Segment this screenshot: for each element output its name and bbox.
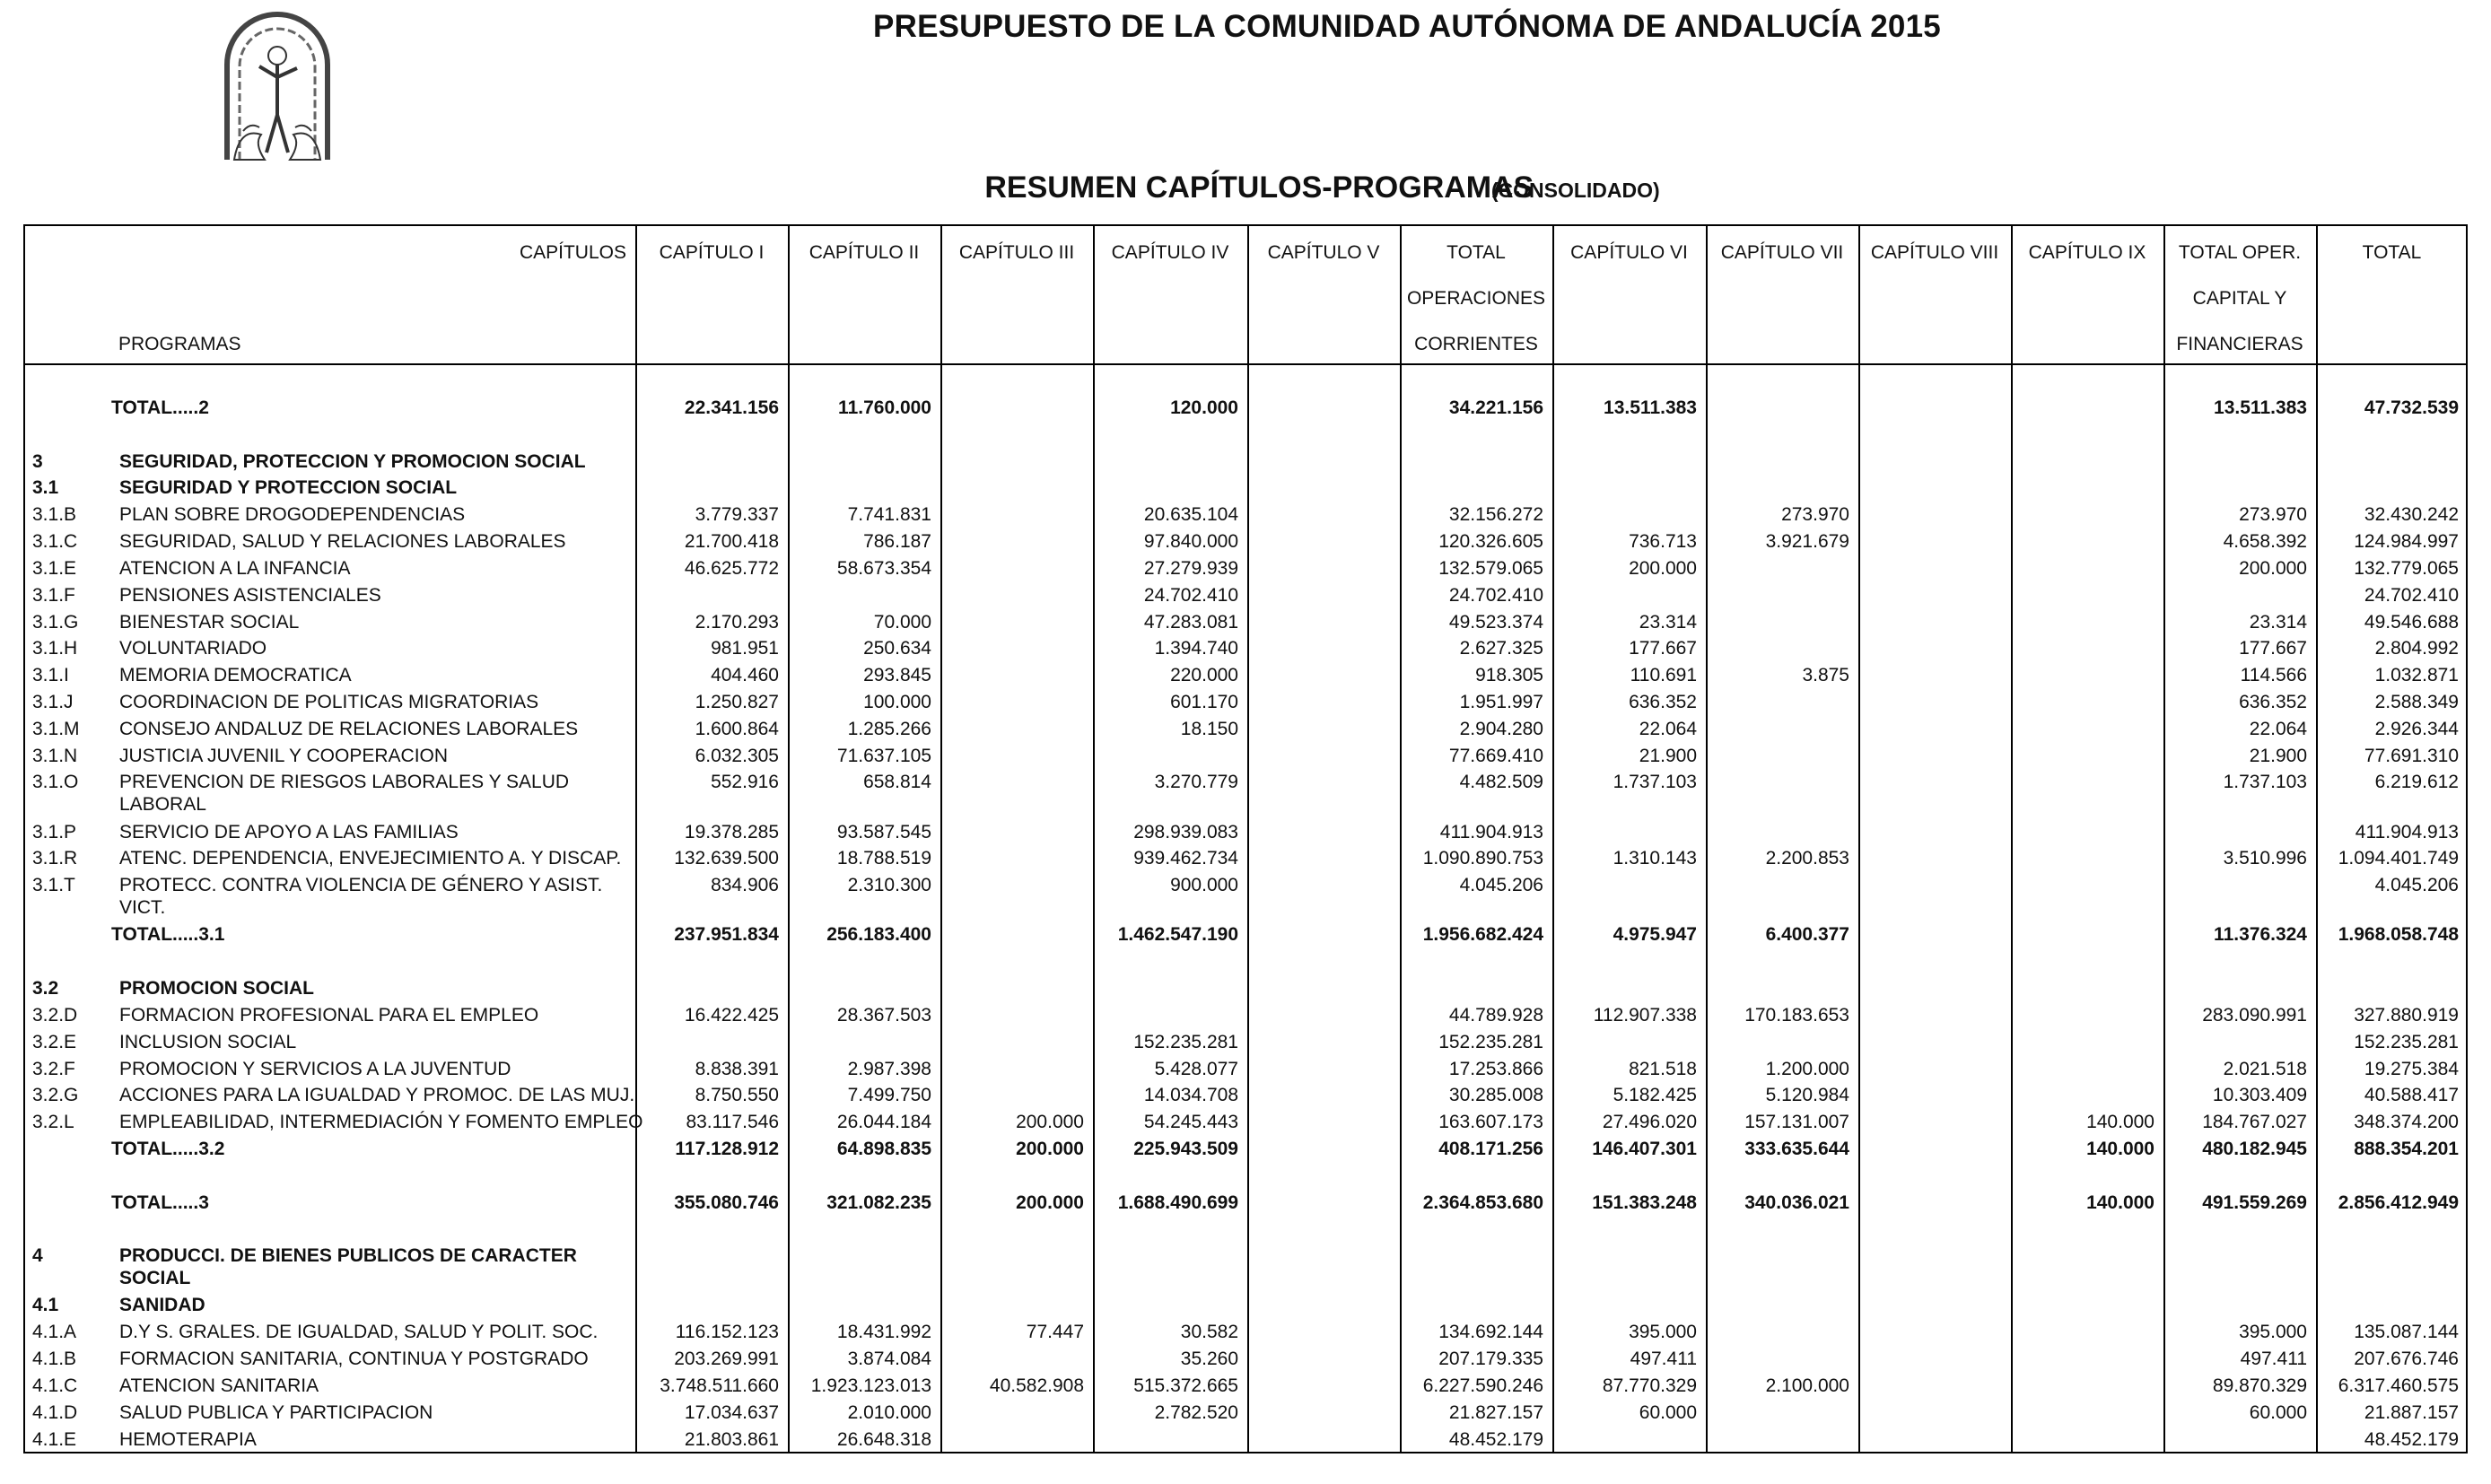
table-section-heading-label: PROMOCION SOCIAL (119, 978, 315, 1000)
column-divider (1858, 224, 1860, 1453)
table-section-heading-label: SEGURIDAD Y PROTECCION SOCIAL (119, 477, 458, 499)
table-cell-value: 27.279.939 (1143, 557, 1238, 579)
program-code: 3.1.N (32, 745, 78, 766)
table-cell-value: 157.131.007 (1744, 1112, 1849, 1133)
table-cell-value: 1.250.827 (695, 692, 779, 713)
table-cell-value: 140.000 (2086, 1112, 2154, 1133)
column-header: TOTAL OPER. (2178, 242, 2302, 263)
table-cell-value: 348.374.200 (2354, 1112, 2459, 1133)
table-row-label: SERVICIO DE APOYO A LAS FAMILIAS (119, 821, 459, 842)
table-cell-value: 97.840.000 (1143, 531, 1238, 553)
table-cell-value: 1.394.740 (1154, 638, 1238, 659)
table-cell-value: 163.607.173 (1438, 1112, 1543, 1133)
table-cell-value: 100.000 (863, 692, 931, 713)
document-title: PRESUPUESTO DE LA COMUNIDAD AUTÓNOMA DE ANDALUCÍA 2015 (873, 9, 1941, 44)
table-cell-value: 658.814 (863, 772, 931, 793)
table-cell-value: 21.900 (2249, 745, 2307, 766)
table-row-label: CONSEJO ANDALUZ DE RELACIONES LABORALES (119, 718, 579, 739)
column-header: CAPÍTULO I (659, 242, 765, 263)
table-cell-value: 6.032.305 (695, 745, 779, 766)
program-code: 3.2.L (32, 1112, 74, 1133)
program-code: 3.1.J (32, 692, 74, 713)
table-cell-value: 23.314 (2249, 611, 2307, 633)
table-cell-value: 132.579.065 (1438, 557, 1543, 579)
table-cell-value: 2.987.398 (847, 1058, 931, 1079)
column-header: OPERACIONES (1406, 288, 1546, 309)
table-total-row-label: TOTAL.....3.2 (111, 1139, 225, 1159)
table-cell-value: 736.713 (1629, 531, 1697, 553)
table-cell-value: 395.000 (2239, 1322, 2307, 1343)
table-cell-value: 19.275.384 (2364, 1058, 2459, 1079)
table-cell-value: 333.635.644 (1744, 1139, 1849, 1159)
table-cell-value: 395.000 (1629, 1322, 1697, 1343)
header-corner-capitulos: CAPÍTULOS (519, 242, 626, 263)
table-cell-value: 491.559.269 (2202, 1192, 2307, 1213)
table-cell-value: 2.310.300 (847, 875, 931, 896)
table-cell-value: 135.087.144 (2354, 1322, 2459, 1343)
table-row-label: EMPLEABILIDAD, INTERMEDIACIÓN Y FOMENTO EMPLEO (119, 1112, 643, 1133)
table-cell-value: 49.546.688 (2364, 611, 2459, 633)
column-header: CAPÍTULO VI (1570, 242, 1688, 263)
table-cell-value: 22.064 (2249, 718, 2307, 739)
program-code: 3.1.G (32, 611, 79, 633)
table-cell-value: 132.639.500 (674, 848, 779, 869)
table-cell-value: 71.637.105 (836, 745, 931, 766)
table-cell-value: 207.676.746 (2354, 1349, 2459, 1370)
program-code: 3.1.P (32, 821, 77, 842)
table-cell-value: 601.170 (1170, 692, 1238, 713)
table-cell-value: 939.462.734 (1133, 848, 1238, 869)
table-cell-value: 900.000 (1170, 875, 1238, 896)
table-section-heading-label: SANIDAD (119, 1295, 205, 1316)
program-code: 3.2.G (32, 1085, 79, 1106)
table-row-label: JUSTICIA JUVENIL Y COOPERACION (119, 745, 449, 766)
table-cell-value: 3.874.084 (847, 1349, 931, 1370)
table-cell-value: 77.447 (1026, 1322, 1084, 1343)
table-cell-value: 273.970 (2239, 504, 2307, 526)
table-cell-value: 6.400.377 (1765, 924, 1849, 946)
table-cell-value: 14.034.708 (1143, 1085, 1238, 1106)
table-row-label: ATENCION A LA INFANCIA (119, 557, 351, 579)
table-cell-value: 151.383.248 (1592, 1192, 1697, 1213)
table-cell-value: 140.000 (2086, 1192, 2154, 1213)
table-cell-value: 13.511.383 (2214, 397, 2307, 418)
table-section-heading-label: SEGURIDAD, PROTECCION Y PROMOCION SOCIAL (119, 450, 586, 472)
program-code: 3.1.C (32, 531, 78, 553)
table-cell-value: 411.904.913 (1439, 821, 1543, 842)
table-cell-value: 2.364.853.680 (1422, 1192, 1543, 1213)
table-cell-value: 132.779.065 (2354, 557, 2459, 579)
header-divider (23, 363, 2468, 365)
table-total-row-label: TOTAL.....3.1 (111, 924, 225, 946)
table-cell-value: 1.094.401.749 (2338, 848, 2459, 869)
table-cell-value: 8.750.550 (695, 1085, 779, 1106)
table-cell-value: 293.845 (863, 665, 931, 686)
table-cell-value: 200.000 (1016, 1112, 1084, 1133)
table-cell-value: 4.045.206 (2374, 875, 2459, 896)
table-cell-value: 3.748.511.660 (660, 1375, 779, 1396)
table-cell-value: 497.411 (2240, 1349, 2307, 1370)
table-cell-value: 20.635.104 (1143, 504, 1238, 526)
table-cell-value: 207.179.335 (1438, 1349, 1543, 1370)
table-cell-value: 2.010.000 (847, 1401, 931, 1423)
table-cell-value: 18.150 (1180, 718, 1238, 739)
table-cell-value: 44.789.928 (1448, 1004, 1543, 1026)
table-cell-value: 918.305 (1475, 665, 1543, 686)
table-cell-value: 497.411 (1630, 1349, 1697, 1370)
table-cell-value: 1.310.143 (1613, 848, 1697, 869)
table-cell-value: 1.090.890.753 (1422, 848, 1543, 869)
table-cell-value: 6.227.590.246 (1422, 1375, 1543, 1396)
table-total-row-label: TOTAL.....3 (111, 1192, 209, 1213)
program-code: 3.1.E (32, 557, 77, 579)
table-cell-value: 21.900 (1639, 745, 1697, 766)
table-section-heading-label: PRODUCCI. DE BIENES PUBLICOS DE CARACTER (119, 1245, 577, 1267)
table-cell-value: 152.235.281 (1438, 1031, 1543, 1052)
table-cell-value: 1.737.103 (1613, 772, 1697, 793)
table-cell-value: 114.566 (2240, 665, 2307, 686)
table-row-label: COORDINACION DE POLITICAS MIGRATORIAS (119, 692, 539, 713)
table-cell-value: 22.341.156 (684, 397, 779, 418)
table-cell-value: 1.956.682.424 (1422, 924, 1543, 946)
table-row-label: D.Y S. GRALES. DE IGUALDAD, SALUD Y POLIT. SOC. (119, 1322, 599, 1343)
table-row-label-cont: VICT. (119, 897, 166, 919)
table-cell-value: 4.658.392 (2223, 531, 2307, 553)
table-cell-value: 203.269.991 (674, 1349, 779, 1370)
column-header: CAPÍTULO V (1267, 242, 1380, 263)
program-code: 3.2.F (32, 1058, 75, 1079)
table-cell-value: 124.984.997 (2354, 531, 2459, 553)
table-row-label: SALUD PUBLICA Y PARTICIPACION (119, 1401, 433, 1423)
program-code: 4.1 (32, 1295, 59, 1316)
table-cell-value: 140.000 (2086, 1139, 2154, 1159)
table-cell-value: 18.788.519 (836, 848, 931, 869)
program-code: 4.1.C (32, 1375, 78, 1396)
table-cell-value: 152.235.281 (2354, 1031, 2459, 1052)
table-cell-value: 1.968.058.748 (2338, 924, 2459, 946)
table-cell-value: 552.916 (711, 772, 779, 793)
table-row-label: INCLUSION SOCIAL (119, 1031, 297, 1052)
table-row-label: PROTECC. CONTRA VIOLENCIA DE GÉNERO Y ASIST. (119, 875, 603, 896)
column-header: CAPÍTULO VII (1720, 242, 1844, 263)
table-cell-value: 2.904.280 (1459, 718, 1543, 739)
table-cell-value: 2.926.344 (2374, 718, 2459, 739)
table-cell-value: 220.000 (1170, 665, 1238, 686)
table-cell-value: 47.732.539 (2364, 397, 2459, 418)
table-cell-value: 2.782.520 (1154, 1401, 1238, 1423)
table-cell-value: 2.200.853 (1765, 848, 1849, 869)
table-cell-value: 2.588.349 (2374, 692, 2459, 713)
program-code: 4 (32, 1245, 43, 1267)
table-cell-value: 821.518 (1629, 1058, 1697, 1079)
table-row-label: VOLUNTARIADO (119, 638, 267, 659)
table-cell-value: 408.171.256 (1438, 1139, 1543, 1159)
program-code: 3.2.D (32, 1004, 78, 1026)
table-cell-value: 34.221.156 (1448, 397, 1543, 418)
column-divider (940, 224, 942, 1453)
table-cell-value: 283.090.991 (2202, 1004, 2307, 1026)
table-cell-value: 32.430.242 (2364, 504, 2459, 526)
table-cell-value: 10.303.409 (2212, 1085, 2307, 1106)
program-code: 3.1.I (32, 665, 69, 686)
table-cell-value: 515.372.665 (1133, 1375, 1238, 1396)
program-code: 3.1.F (32, 584, 75, 606)
table-cell-value: 256.183.400 (826, 924, 931, 946)
table-cell-value: 5.182.425 (1613, 1085, 1697, 1106)
table-cell-value: 64.898.835 (836, 1139, 931, 1159)
table-cell-value: 146.407.301 (1592, 1139, 1697, 1159)
column-header: CAPITAL Y (2192, 288, 2287, 309)
table-cell-value: 152.235.281 (1133, 1031, 1238, 1052)
table-cell-value: 48.452.179 (1448, 1428, 1543, 1450)
table-cell-value: 21.803.861 (684, 1428, 779, 1450)
table-cell-value: 46.625.772 (684, 557, 779, 579)
table-cell-value: 134.692.144 (1438, 1322, 1543, 1343)
program-code: 3.1 (32, 477, 59, 499)
table-cell-value: 21.887.157 (2364, 1401, 2459, 1423)
table-cell-value: 177.667 (1629, 638, 1697, 659)
document-subtitle: RESUMEN CAPÍTULOS-PROGRAMAS (CONSOLIDADO) (984, 170, 1660, 205)
table-cell-value: 200.000 (1016, 1139, 1084, 1159)
table-cell-value: 6.219.612 (2374, 772, 2459, 793)
table-cell-value: 170.183.653 (1744, 1004, 1849, 1026)
table-row-label: MEMORIA DEMOCRATICA (119, 665, 352, 686)
table-cell-value: 3.510.996 (2223, 848, 2307, 869)
table-cell-value: 70.000 (873, 611, 931, 633)
table-cell-value: 21.700.418 (684, 531, 779, 553)
table-cell-value: 636.352 (2239, 692, 2307, 713)
table-cell-value: 1.462.547.190 (1117, 924, 1238, 946)
table-section-heading-label-cont: SOCIAL (119, 1268, 191, 1289)
table-total-row-label: TOTAL.....2 (111, 397, 209, 418)
table-cell-value: 116.152.123 (675, 1322, 779, 1343)
table-cell-value: 17.253.866 (1448, 1058, 1543, 1079)
table-cell-value: 32.156.272 (1448, 504, 1543, 526)
table-cell-value: 200.000 (2239, 557, 2307, 579)
table-cell-value: 24.702.410 (1448, 584, 1543, 606)
table-cell-value: 54.245.443 (1143, 1112, 1238, 1133)
table-row-label-cont: LABORAL (119, 794, 206, 816)
table-row-label: PENSIONES ASISTENCIALES (119, 584, 381, 606)
table-cell-value: 4.482.509 (1459, 772, 1543, 793)
table-cell-value: 35.260 (1180, 1349, 1238, 1370)
table-cell-value: 120.000 (1170, 397, 1238, 418)
table-cell-value: 355.080.746 (674, 1192, 779, 1213)
table-cell-value: 1.737.103 (2223, 772, 2307, 793)
program-code: 4.1.A (32, 1322, 77, 1343)
table-cell-value: 327.880.919 (2354, 1004, 2459, 1026)
table-cell-value: 117.128.912 (675, 1139, 779, 1159)
table-cell-value: 834.906 (711, 875, 779, 896)
column-header: TOTAL (2362, 242, 2422, 263)
table-cell-value: 7.499.750 (847, 1085, 931, 1106)
table-cell-value: 93.587.545 (836, 821, 931, 842)
table-cell-value: 1.600.864 (695, 718, 779, 739)
header-corner-programas: PROGRAMAS (118, 334, 241, 354)
table-cell-value: 480.182.945 (2202, 1139, 2307, 1159)
table-cell-value: 200.000 (1629, 557, 1697, 579)
table-cell-value: 1.032.871 (2374, 665, 2459, 686)
table-cell-value: 225.943.509 (1133, 1139, 1238, 1159)
column-header: CAPÍTULO VIII (1870, 242, 1999, 263)
table-row-label: BIENESTAR SOCIAL (119, 611, 300, 633)
table-cell-value: 411.904.913 (2355, 821, 2459, 842)
table-cell-value: 27.496.020 (1602, 1112, 1697, 1133)
table-cell-value: 89.870.329 (2212, 1375, 2307, 1396)
table-cell-value: 87.770.329 (1602, 1375, 1697, 1396)
table-cell-value: 40.588.417 (2364, 1085, 2459, 1106)
column-header: CORRIENTES (1414, 334, 1538, 354)
table-row-label: PLAN SOBRE DROGODEPENDENCIAS (119, 504, 466, 526)
column-divider (1706, 224, 1708, 1453)
table-cell-value: 2.170.293 (695, 611, 779, 633)
table-cell-value: 18.431.992 (836, 1322, 931, 1343)
table-cell-value: 8.838.391 (695, 1058, 779, 1079)
column-header: FINANCIERAS (2176, 334, 2303, 354)
table-cell-value: 1.923.123.013 (810, 1375, 931, 1396)
table-cell-value: 250.634 (863, 638, 931, 659)
table-cell-value: 1.688.490.699 (1117, 1192, 1238, 1213)
table-cell-value: 2.100.000 (1765, 1375, 1849, 1396)
program-code: 3.1.T (32, 875, 75, 896)
program-code: 3.2.E (32, 1031, 77, 1052)
table-cell-value: 888.354.201 (2354, 1139, 2459, 1159)
table-cell-value: 49.523.374 (1448, 611, 1543, 633)
table-cell-value: 58.673.354 (836, 557, 931, 579)
table-cell-value: 321.082.235 (826, 1192, 931, 1213)
column-header: CAPÍTULO IV (1111, 242, 1229, 263)
table-cell-value: 7.741.831 (847, 504, 931, 526)
table-cell-value: 2.856.412.949 (2338, 1192, 2459, 1213)
program-code: 3.1.B (32, 504, 77, 526)
program-code: 4.1.D (32, 1401, 78, 1423)
column-header: TOTAL (1447, 242, 1506, 263)
table-cell-value: 40.582.908 (989, 1375, 1084, 1396)
table-cell-value: 2.804.992 (2374, 638, 2459, 659)
table-cell-value: 1.951.997 (1459, 692, 1543, 713)
table-cell-value: 48.452.179 (2364, 1428, 2459, 1450)
column-divider (1247, 224, 1249, 1453)
table-cell-value: 17.034.637 (684, 1401, 779, 1423)
program-code: 3.1.R (32, 848, 78, 869)
table-cell-value: 273.970 (1781, 504, 1849, 526)
table-row-label: FORMACION PROFESIONAL PARA EL EMPLEO (119, 1004, 539, 1026)
table-cell-value: 11.760.000 (838, 397, 931, 418)
table-cell-value: 120.326.605 (1438, 531, 1543, 553)
table-cell-value: 21.827.157 (1448, 1401, 1543, 1423)
table-cell-value: 26.044.184 (836, 1112, 931, 1133)
table-row-label: PREVENCION DE RIESGOS LABORALES Y SALUD (119, 772, 570, 793)
table-cell-value: 981.951 (711, 638, 779, 659)
column-header: CAPÍTULO II (808, 242, 920, 263)
table-cell-value: 340.036.021 (1744, 1192, 1849, 1213)
table-cell-value: 5.120.984 (1765, 1085, 1849, 1106)
program-code: 3.2 (32, 978, 59, 1000)
table-cell-value: 298.939.083 (1133, 821, 1238, 842)
table-cell-value: 3.921.679 (1765, 531, 1849, 553)
table-cell-value: 112.907.338 (1593, 1004, 1697, 1026)
program-code: 4.1.B (32, 1349, 77, 1370)
table-row-label: HEMOTERAPIA (119, 1428, 257, 1450)
program-code: 3.1.M (32, 718, 80, 739)
table-cell-value: 26.648.318 (836, 1428, 931, 1450)
table-row-label: ATENCION SANITARIA (119, 1375, 319, 1396)
table-cell-value: 4.045.206 (1459, 875, 1543, 896)
table-cell-value: 23.314 (1639, 611, 1697, 633)
table-cell-value: 19.378.285 (684, 821, 779, 842)
table-row-label: FORMACION SANITARIA, CONTINUA Y POSTGRADO (119, 1349, 589, 1370)
table-cell-value: 200.000 (1016, 1192, 1084, 1213)
table-cell-value: 110.691 (1630, 665, 1697, 686)
program-code: 3 (32, 450, 43, 472)
subtitle-qualifier: (CONSOLIDADO) (1490, 179, 1660, 202)
program-code: 3.1.O (32, 772, 79, 793)
table-cell-value: 4.975.947 (1613, 924, 1697, 946)
table-cell-value: 636.352 (1629, 692, 1697, 713)
column-divider (2011, 224, 2013, 1453)
table-cell-value: 16.422.425 (684, 1004, 779, 1026)
table-cell-value: 3.875 (1802, 665, 1849, 686)
table-cell-value: 1.285.266 (847, 718, 931, 739)
table-cell-value: 60.000 (2249, 1401, 2307, 1423)
table-cell-value: 22.064 (1639, 718, 1697, 739)
table-cell-value: 24.702.410 (2364, 584, 2459, 606)
table-cell-value: 786.187 (863, 531, 931, 553)
table-cell-value: 30.285.008 (1448, 1085, 1543, 1106)
table-cell-value: 3.779.337 (695, 504, 779, 526)
table-cell-value: 11.376.324 (2214, 924, 2307, 946)
table-cell-value: 2.021.518 (2223, 1058, 2307, 1079)
table-cell-value: 184.767.027 (2202, 1112, 2307, 1133)
table-cell-value: 47.283.081 (1143, 611, 1238, 633)
table-cell-value: 5.428.077 (1154, 1058, 1238, 1079)
table-cell-value: 3.270.779 (1154, 772, 1238, 793)
program-code: 4.1.E (32, 1428, 77, 1450)
table-row-label: PROMOCION Y SERVICIOS A LA JUVENTUD (119, 1058, 511, 1079)
table-cell-value: 1.200.000 (1765, 1058, 1849, 1079)
table-cell-value: 177.667 (2239, 638, 2307, 659)
table-cell-value: 30.582 (1180, 1322, 1238, 1343)
column-header: CAPÍTULO III (958, 242, 1075, 263)
table-cell-value: 60.000 (1639, 1401, 1697, 1423)
table-cell-value: 6.317.460.575 (2338, 1375, 2459, 1396)
table-row-label: SEGURIDAD, SALUD Y RELACIONES LABORALES (119, 531, 566, 553)
table-cell-value: 83.117.546 (686, 1112, 779, 1133)
table-cell-value: 77.691.310 (2364, 745, 2459, 766)
table-cell-value: 2.627.325 (1459, 638, 1543, 659)
table-cell-value: 24.702.410 (1143, 584, 1238, 606)
table-cell-value: 77.669.410 (1448, 745, 1543, 766)
table-cell-value: 13.511.383 (1604, 397, 1697, 418)
table-cell-value: 404.460 (711, 665, 779, 686)
table-cell-value: 28.367.503 (836, 1004, 931, 1026)
column-header: CAPÍTULO IX (2028, 242, 2146, 263)
table-row-label: ACCIONES PARA LA IGUALDAD Y PROMOC. DE LAS MUJ. (119, 1085, 635, 1106)
table-cell-value: 237.951.834 (674, 924, 779, 946)
table-row-label: ATENC. DEPENDENCIA, ENVEJECIMIENTO A. Y DISCAP. (119, 848, 622, 869)
program-code: 3.1.H (32, 638, 78, 659)
